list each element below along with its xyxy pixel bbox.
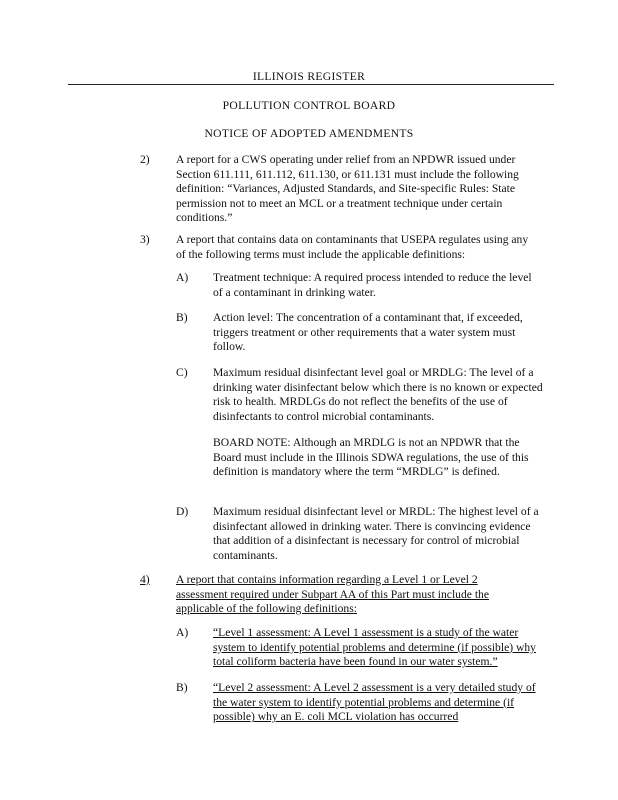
item-3c-text: Maximum residual disinfectant level goal or MRDLG: The level of a drinking water disinfectant below which there is no known or expected risk to health. MRDLGs do not reflect the benefits of the use of disinfectants to control microbial contaminants. (213, 366, 543, 423)
board-name: POLLUTION CONTROL BOARD (222, 99, 396, 112)
item-2-text: A report for a CWS operating under relief from an NPDWR issued under Section 611.111, 611.112, 611.130, or 611.131 must include the following definition: “Variances, Adjusted Standards, and Site-specific Rules: State permission not to meet an MCL or a treatment technique under certain conditions.” (176, 153, 519, 225)
item-4a-text: “Level 1 assessment: A Level 1 assessment is a study of the water system to identify potential problems and determine (if possible) why total coliform bacteria have been found in our water system.” (213, 626, 536, 669)
item-4b-text: “Level 2 assessment: A Level 2 assessment is a very detailed study of the water system to identify potential problems and determine (if possible) why an E. coli MCL violation has occurred (213, 681, 536, 724)
item-3c-board-note: BOARD NOTE: Although an MRDLG is not an NPDWR that the Board must include in the Illinois SDWA regulations, the use of this definition is mandatory where the term “MRDLG” is defined. (213, 436, 529, 479)
item-4a-number: A) (176, 626, 189, 639)
notice-title: NOTICE OF ADOPTED AMENDMENTS (204, 127, 414, 140)
register-title: ILLINOIS REGISTER (252, 70, 366, 83)
item-3d-number: D) (176, 505, 189, 518)
item-3-text: A report that contains data on contaminants that USEPA regulates using any of the following terms must include the applicable definitions: (176, 233, 529, 261)
item-2-number: 2) (140, 153, 150, 166)
item-3b-text: Action level: The concentration of a contaminant that, if exceeded, triggers treatment or other requirements that a water system must follow. (213, 311, 523, 354)
item-3c-number: C) (176, 366, 188, 379)
item-3-number: 3) (140, 233, 150, 246)
item-4b-number: B) (176, 681, 188, 694)
item-3b-number: B) (176, 311, 188, 324)
item-3a-text: Treatment technique: A required process intended to reduce the level of a contaminant in drinking water. (213, 271, 532, 299)
item-3a-number: A) (176, 271, 189, 284)
item-3d-text: Maximum residual disinfectant level or MRDL: The highest level of a disinfectant allowed in drinking water. There is convincing evidence that addition of a disinfectant is necessary for control of microbial contaminants. (213, 505, 539, 562)
item-4-text: A report that contains information regarding a Level 1 or Level 2 assessment required under Subpart AA of this Part must include the applicable of the following definitions: (176, 573, 489, 616)
item-4-number: 4) (140, 573, 150, 586)
